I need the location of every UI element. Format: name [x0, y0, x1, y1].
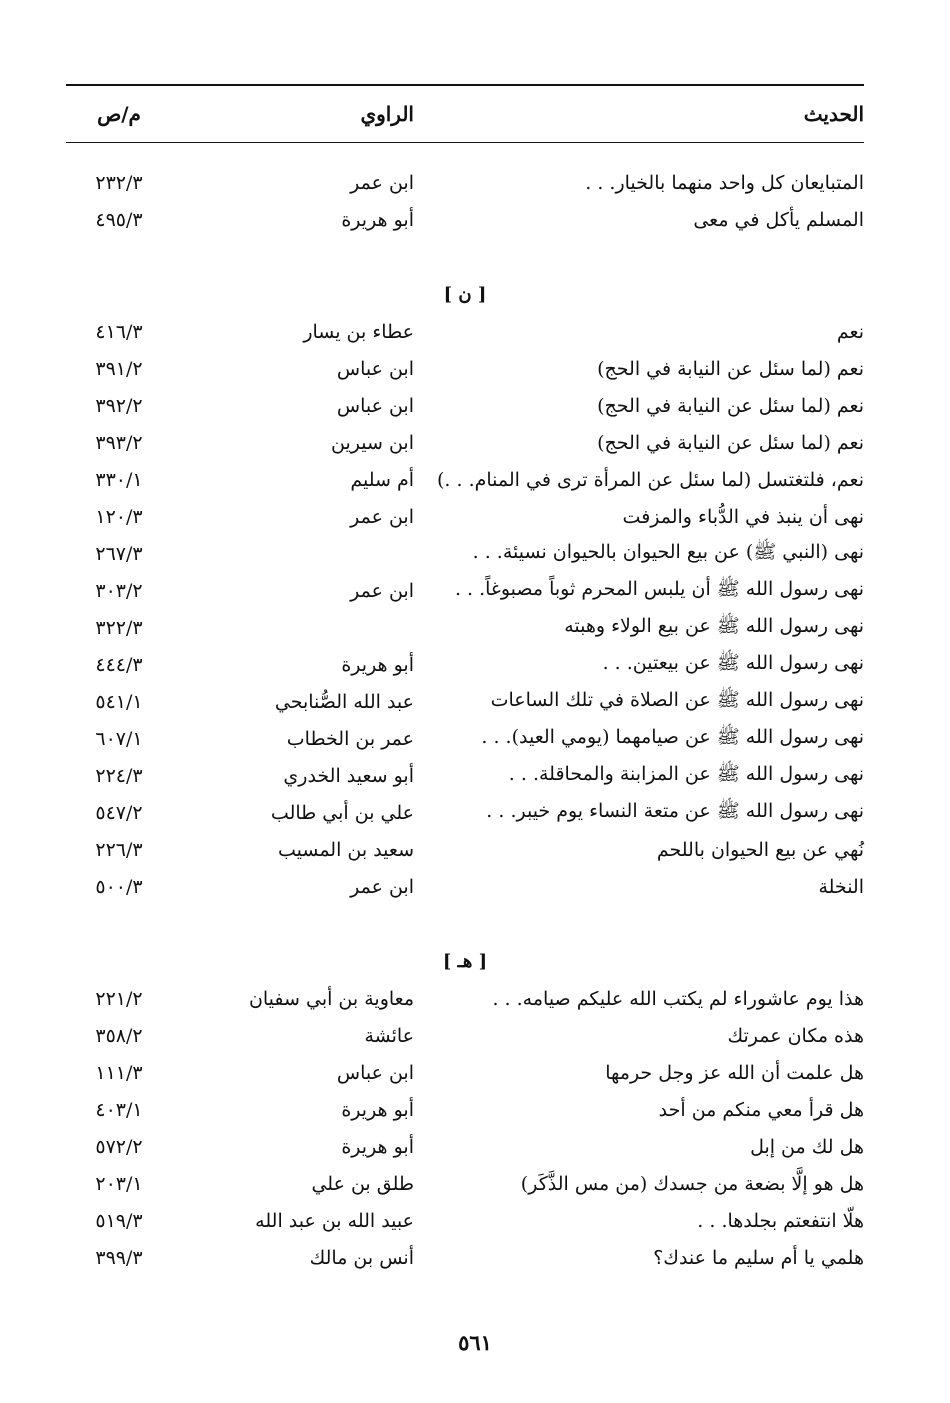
volume-page-ref: ٢٢١/٢	[95, 987, 143, 1010]
hadith-text: نهى رسول الله ﷺ عن الصلاة في تلك الساعات	[490, 688, 864, 711]
narrator-name: ابن عمر	[350, 875, 414, 898]
header-ref: م/ص	[97, 102, 141, 126]
table-row	[66, 498, 864, 535]
narrator-name: أبو هريرة	[341, 653, 414, 676]
hadith-text: نهى رسول الله ﷺ عن بيع الولاء وهبته	[564, 614, 864, 637]
table-row	[66, 609, 864, 646]
table-row	[66, 1202, 864, 1239]
hadith-text: هلمي يا أم سليم ما عندك؟	[653, 1246, 864, 1269]
page-number: ٥٦١	[458, 1330, 492, 1355]
narrator-name: أبو هريرة	[341, 1135, 414, 1158]
volume-page-ref: ٣٢٢/٣	[95, 616, 143, 639]
hadith-text: نعم (لما سئل عن النيابة في الحج)	[597, 431, 864, 454]
section-heading-ha: [ هـ ]	[442, 951, 488, 972]
narrator-name: عبيد الله بن عبد الله	[255, 1209, 414, 1232]
table-row	[66, 1239, 864, 1276]
header-hadith: الحديث	[803, 102, 864, 126]
hadith-text: النخلة	[818, 875, 864, 898]
table-row	[66, 350, 864, 387]
table-row	[66, 1054, 864, 1091]
table-row	[66, 868, 864, 905]
volume-page-ref: ٥٧٢/٢	[95, 1135, 143, 1158]
table-row	[66, 1091, 864, 1128]
table-row	[66, 831, 864, 868]
hadith-text: هلّا انتفعتم بجلدها. . .	[697, 1209, 864, 1232]
narrator-name: ابن عمر	[350, 579, 414, 602]
index-page	[66, 84, 864, 1276]
narrator-name: ابن عباس	[336, 1061, 414, 1084]
volume-page-ref: ١١١/٣	[95, 1061, 143, 1084]
hadith-text: هل علمت أن الله عز وجل حرمها	[605, 1061, 864, 1084]
hadith-text: هل قرأ معي منكم من أحد	[658, 1098, 864, 1121]
volume-page-ref: ٢٦٧/٣	[95, 542, 143, 565]
volume-page-ref: ٣٣٠/١	[95, 468, 143, 491]
table-row	[66, 461, 864, 498]
narrator-name: أم سليم	[350, 468, 414, 491]
section-ha-rows	[66, 980, 864, 1276]
table-row	[66, 683, 864, 720]
top-rows	[66, 164, 864, 238]
table-row	[66, 646, 864, 683]
hadith-text: نهى أن ينبذ في الدُّباء والمزفت	[622, 505, 864, 528]
volume-page-ref: ٤٩٥/٣	[95, 208, 143, 231]
volume-page-ref: ١٢٠/٣	[95, 505, 143, 528]
table-row	[66, 387, 864, 424]
hadith-text: المسلم يأكل في معى	[693, 208, 864, 231]
narrator-name: علي بن أبي طالب	[270, 801, 414, 824]
volume-page-ref: ٣٩١/٢	[95, 357, 143, 380]
volume-page-ref: ٢٣٢/٣	[95, 171, 143, 194]
narrator-name: عطاء بن يسار	[303, 320, 414, 343]
volume-page-ref: ٥٤١/١	[95, 690, 143, 713]
table-row	[66, 720, 864, 757]
narrator-name: عائشة	[364, 1024, 414, 1047]
volume-page-ref: ٤٠٣/١	[95, 1098, 143, 1121]
narrator-name: أنس بن مالك	[309, 1246, 414, 1269]
header-rawi: الراوي	[360, 102, 414, 126]
hadith-text: نهى رسول الله ﷺ عن متعة النساء يوم خيبر. . .	[486, 799, 864, 822]
narrator-name	[194, 609, 414, 646]
hadith-text: نهى رسول الله ﷺ عن بيعتين. . .	[602, 651, 864, 674]
volume-page-ref: ٣٩٩/٣	[95, 1246, 143, 1269]
hadith-text: نهى (النبي ﷺ) عن بيع الحيوان بالحيوان نسيئة. . .	[472, 540, 864, 563]
volume-page-ref: ٦٠٧/١	[95, 727, 143, 750]
hadith-text: المتبايعان كل واحد منهما بالخيار. . .	[585, 171, 864, 194]
table-row	[66, 980, 864, 1017]
volume-page-ref: ٤١٦/٣	[95, 320, 143, 343]
narrator-name: ابن عمر	[350, 505, 414, 528]
table-row	[66, 313, 864, 350]
table-row	[66, 572, 864, 609]
volume-page-ref: ٥٤٧/٢	[95, 801, 143, 824]
volume-page-ref: ٥١٩/٣	[95, 1209, 143, 1232]
hadith-text: نعم، فلتغتسل (لما سئل عن المرأة ترى في المنام. . .)	[437, 468, 864, 491]
hadith-text: نعم (لما سئل عن النيابة في الحج)	[597, 394, 864, 417]
narrator-name: ابن عمر	[350, 171, 414, 194]
hadith-text: نهى رسول الله ﷺ أن يلبس المحرم ثوباً مصبوغاً. . .	[454, 577, 864, 600]
table-row	[66, 201, 864, 238]
narrator-name: ابن عباس	[336, 357, 414, 380]
table-row	[66, 1165, 864, 1202]
hadith-text: نهى رسول الله ﷺ عن صيامهما (يومي العيد). . .	[481, 725, 864, 748]
table-header	[66, 86, 864, 142]
narrator-name: سعيد بن المسيب	[277, 838, 414, 861]
section-heading-nun: [ ن ]	[443, 284, 487, 305]
volume-page-ref: ٢٢٤/٣	[95, 764, 143, 787]
hadith-text: هل هو إلَّا بضعة من جسدك (من مس الذَّكَر)	[520, 1172, 864, 1195]
volume-page-ref: ٥٠٠/٣	[95, 875, 143, 898]
narrator-name: ابن عباس	[336, 394, 414, 417]
hadith-text: نُهي عن بيع الحيوان باللحم	[656, 838, 864, 861]
hadith-text: هل لك من إبل	[750, 1135, 864, 1158]
section-nun-rows	[66, 313, 864, 905]
table-row	[66, 424, 864, 461]
table-row	[66, 164, 864, 201]
narrator-name: ابن سيرين	[331, 431, 414, 454]
table-row	[66, 794, 864, 831]
table-row	[66, 757, 864, 794]
narrator-name: أبو هريرة	[341, 1098, 414, 1121]
narrator-name	[194, 535, 414, 572]
volume-page-ref: ٣٠٣/٢	[95, 579, 143, 602]
table-row	[66, 1017, 864, 1054]
volume-page-ref: ٤٤٤/٣	[95, 653, 143, 676]
hadith-text: نعم	[836, 320, 864, 343]
narrator-name: عبد الله الصُّنابحي	[274, 690, 414, 713]
volume-page-ref: ٣٩٣/٢	[95, 431, 143, 454]
hadith-text: نعم (لما سئل عن النيابة في الحج)	[597, 357, 864, 380]
volume-page-ref: ٢٠٣/١	[95, 1172, 143, 1195]
hadith-text: هذه مكان عمرتك	[727, 1024, 864, 1047]
narrator-name: معاوية بن أبي سفيان	[248, 987, 414, 1010]
narrator-name: أبو هريرة	[341, 208, 414, 231]
volume-page-ref: ٣٩٢/٢	[95, 394, 143, 417]
narrator-name: أبو سعيد الخدري	[283, 764, 414, 787]
narrator-name: عمر بن الخطاب	[286, 727, 414, 750]
table-row	[66, 535, 864, 572]
hadith-text: نهى رسول الله ﷺ عن المزابنة والمحاقلة. . .	[508, 762, 864, 785]
volume-page-ref: ٣٥٨/٢	[95, 1024, 143, 1047]
table-row	[66, 1128, 864, 1165]
hadith-text: هذا يوم عاشوراء لم يكتب الله عليكم صيامه. . .	[492, 987, 864, 1010]
volume-page-ref: ٢٢٦/٣	[95, 838, 143, 861]
narrator-name: طلق بن علي	[311, 1172, 414, 1195]
